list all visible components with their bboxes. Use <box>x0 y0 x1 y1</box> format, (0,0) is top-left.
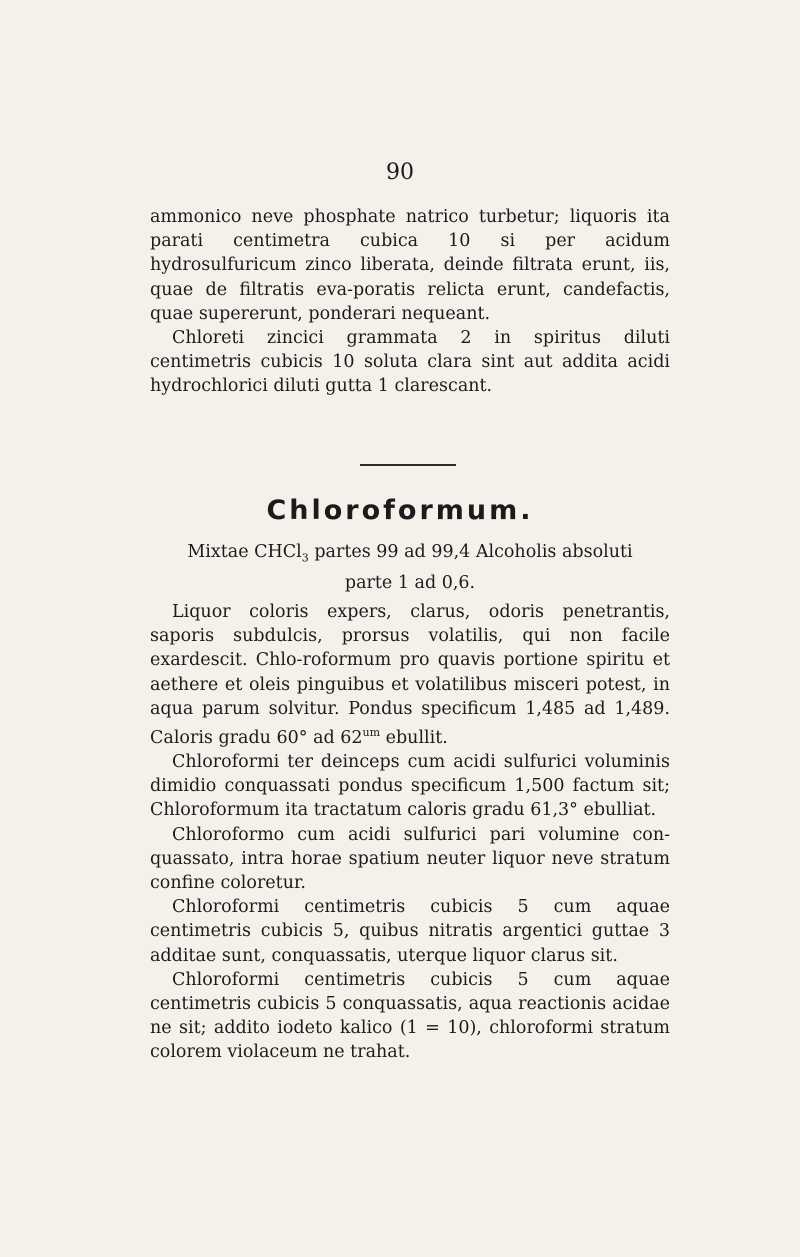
paragraph: Chloroformi centimetris cubicis 5 cum aquae centimetris cubicis 5 conquassatis, aqua reactionis acidae ne sit; addito iodeto kalico (1 = 10), chloroformi stratum colorem violaceum ne trahat. <box>150 969 670 1063</box>
superscript: um <box>362 726 381 740</box>
paragraph: Chloroformi ter deinceps cum acidi sulfurici voluminis dimidio conquassati pondus specificum 1,500 factum sit; Chloroformum ita tractatum caloris gradu 61,3° ebulliat. <box>150 752 670 821</box>
paragraph <box>150 600 670 750</box>
formula-line2: parte 1 ad 0,6. <box>344 572 476 593</box>
paragraph: Chloreti zincici grammata 2 in spiritus diluti centimetris cubicis 10 soluta clara sint aut addita acidi hydrochlorici diluti gutta 1 clarescant. <box>150 328 670 397</box>
paragraph: Chloroformo cum acidi sulfurici pari volumine con-quassato, intra horae spatium neuter liquor neve stratum confine coloretur. <box>150 824 670 894</box>
section-title: Chloroformum. <box>266 495 534 526</box>
paragraph: Chloroformi centimetris cubicis 5 cum aquae centimetris cubicis 5, quibus nitratis argentici guttae 3 additae sunt, conquassatis, uterque liquor clarus sit. <box>150 897 670 966</box>
page-number: 90 <box>386 160 414 185</box>
formula-prefix: Mixtae CHCl <box>187 542 302 562</box>
paragraph: ammonico neve phosphate natrico turbetur; liquoris ita parati centimetra cubica 10 si per acidum hydrosulfuricum zinco liberata, deinde filtrata erunt, iis, quae de filtratis eva-poratis relicta erunt, candefactis, quae supererunt, ponderari nequeant. <box>150 207 670 324</box>
formula-line <box>150 540 670 595</box>
section-divider <box>360 464 456 466</box>
paragraph-text: Liquor coloris expers, clarus, odoris penetrantis, saporis subdulcis, prorsus volatilis, qui non facile exardescit. Chlo-roformum pro quavis portione spiritu et aethere et oleis pinguibus et volatilibus misceri potest, in aqua parum solvitur. Pondus specificum 1,485 ad 1,489. Caloris gradu 60° ad 62 <box>150 602 670 748</box>
formula-subscript: 3 <box>301 551 309 565</box>
formula-suffix: partes 99 ad 99,4 Alcoholis absoluti <box>308 542 633 562</box>
body-text-block <box>150 600 670 1065</box>
paragraph-text: ebullit. <box>380 727 448 748</box>
top-text-block <box>150 205 670 399</box>
